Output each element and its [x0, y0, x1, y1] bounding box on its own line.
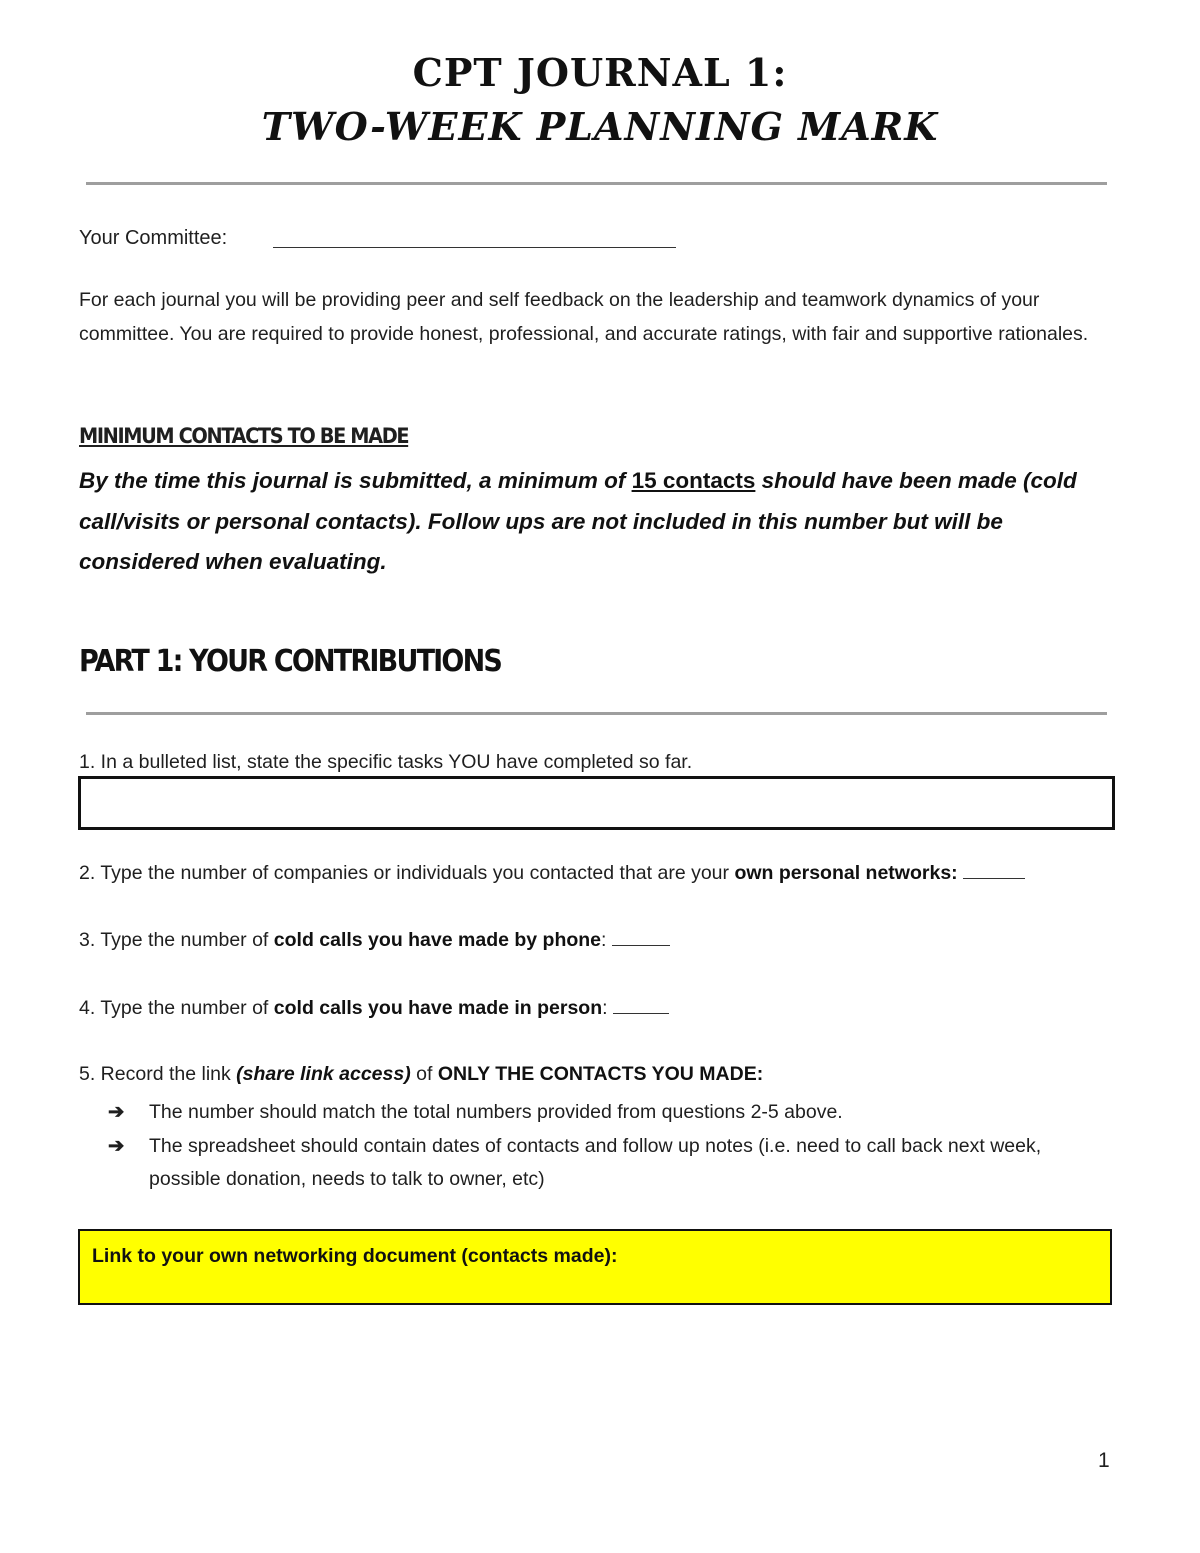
question-5-prefix: 5. Record the link [79, 1063, 237, 1085]
arrow-bullet-icon: ➔ [108, 1134, 125, 1157]
question-4-bold: cold calls you have made in person [273, 997, 603, 1019]
page-number: 1 [1098, 1449, 1110, 1472]
document-title: CPT JOURNAL 1: [412, 50, 788, 95]
question-4-suffix: : [602, 997, 608, 1019]
list-item [108, 1096, 1108, 1130]
minimum-text-after: should have been made (cold call/visits or personal contacts). Follow ups are not included in this number but will be considered when evaluating. [79, 468, 1077, 574]
committee-field[interactable] [273, 247, 676, 248]
question-3-suffix: : [601, 929, 607, 951]
question-3-bold: cold calls you have made by phone [273, 929, 602, 951]
bullet-text: The number should match the total numbers provided from questions 2-5 above. [149, 1101, 843, 1123]
networking-link-box[interactable] [78, 1229, 1112, 1305]
question-3-prefix: 3. Type the number of [79, 929, 274, 951]
question-4 [79, 997, 669, 1020]
question-5 [79, 1063, 763, 1086]
title-divider [86, 182, 1107, 185]
question-2-prefix: 2. Type the number of companies or individuals you contacted that are your [79, 862, 735, 884]
intro-paragraph: For each journal you will be providing peer and self feedback on the leadership and teamwork dynamics of your committee. You are required to provide honest, professional, and accurate ratings, with fair and supportive rationales. [79, 289, 1089, 345]
document-subtitle: TWO-WEEK PLANNING MARK [261, 104, 939, 149]
question-3 [79, 929, 670, 952]
minimum-text-before: By the time this journal is submitted, a minimum of [79, 468, 632, 493]
question-5-middle: of [410, 1063, 438, 1085]
part1-heading: PART 1: YOUR CONTRIBUTIONS [79, 644, 502, 679]
question-1: 1. In a bulleted list, state the specific tasks YOU have completed so far. [79, 751, 693, 773]
question-2 [79, 862, 1025, 885]
in-person-calls-answer[interactable] [613, 997, 669, 1014]
question-5-bold: ONLY THE CONTACTS YOU MADE: [437, 1063, 764, 1085]
networking-link-label: Link to your own networking document (contacts made): [92, 1245, 618, 1267]
phone-calls-answer[interactable] [612, 929, 670, 946]
bullet-text: The spreadsheet should contain dates of contacts and follow up notes (i.e. need to call back next week, possible donation, needs to talk to owner, etc) [149, 1134, 1042, 1190]
question-4-prefix: 4. Type the number of [79, 997, 274, 1019]
part1-divider [86, 712, 1107, 715]
minimum-contacts-text [79, 461, 1119, 583]
list-item [108, 1130, 1108, 1197]
question-5-bullets [108, 1096, 1108, 1197]
minimum-contacts-heading: MINIMUM CONTACTS TO BE MADE [79, 424, 409, 448]
question-2-bold: own personal networks: [734, 862, 958, 884]
arrow-bullet-icon: ➔ [108, 1101, 125, 1123]
tasks-answer-box[interactable] [78, 776, 1115, 830]
question-5-italic: (share link access) [236, 1063, 411, 1085]
committee-label: Your Committee: [79, 227, 228, 249]
personal-networks-answer[interactable] [963, 862, 1025, 879]
minimum-contacts-emphasis: 15 contacts [631, 468, 756, 493]
